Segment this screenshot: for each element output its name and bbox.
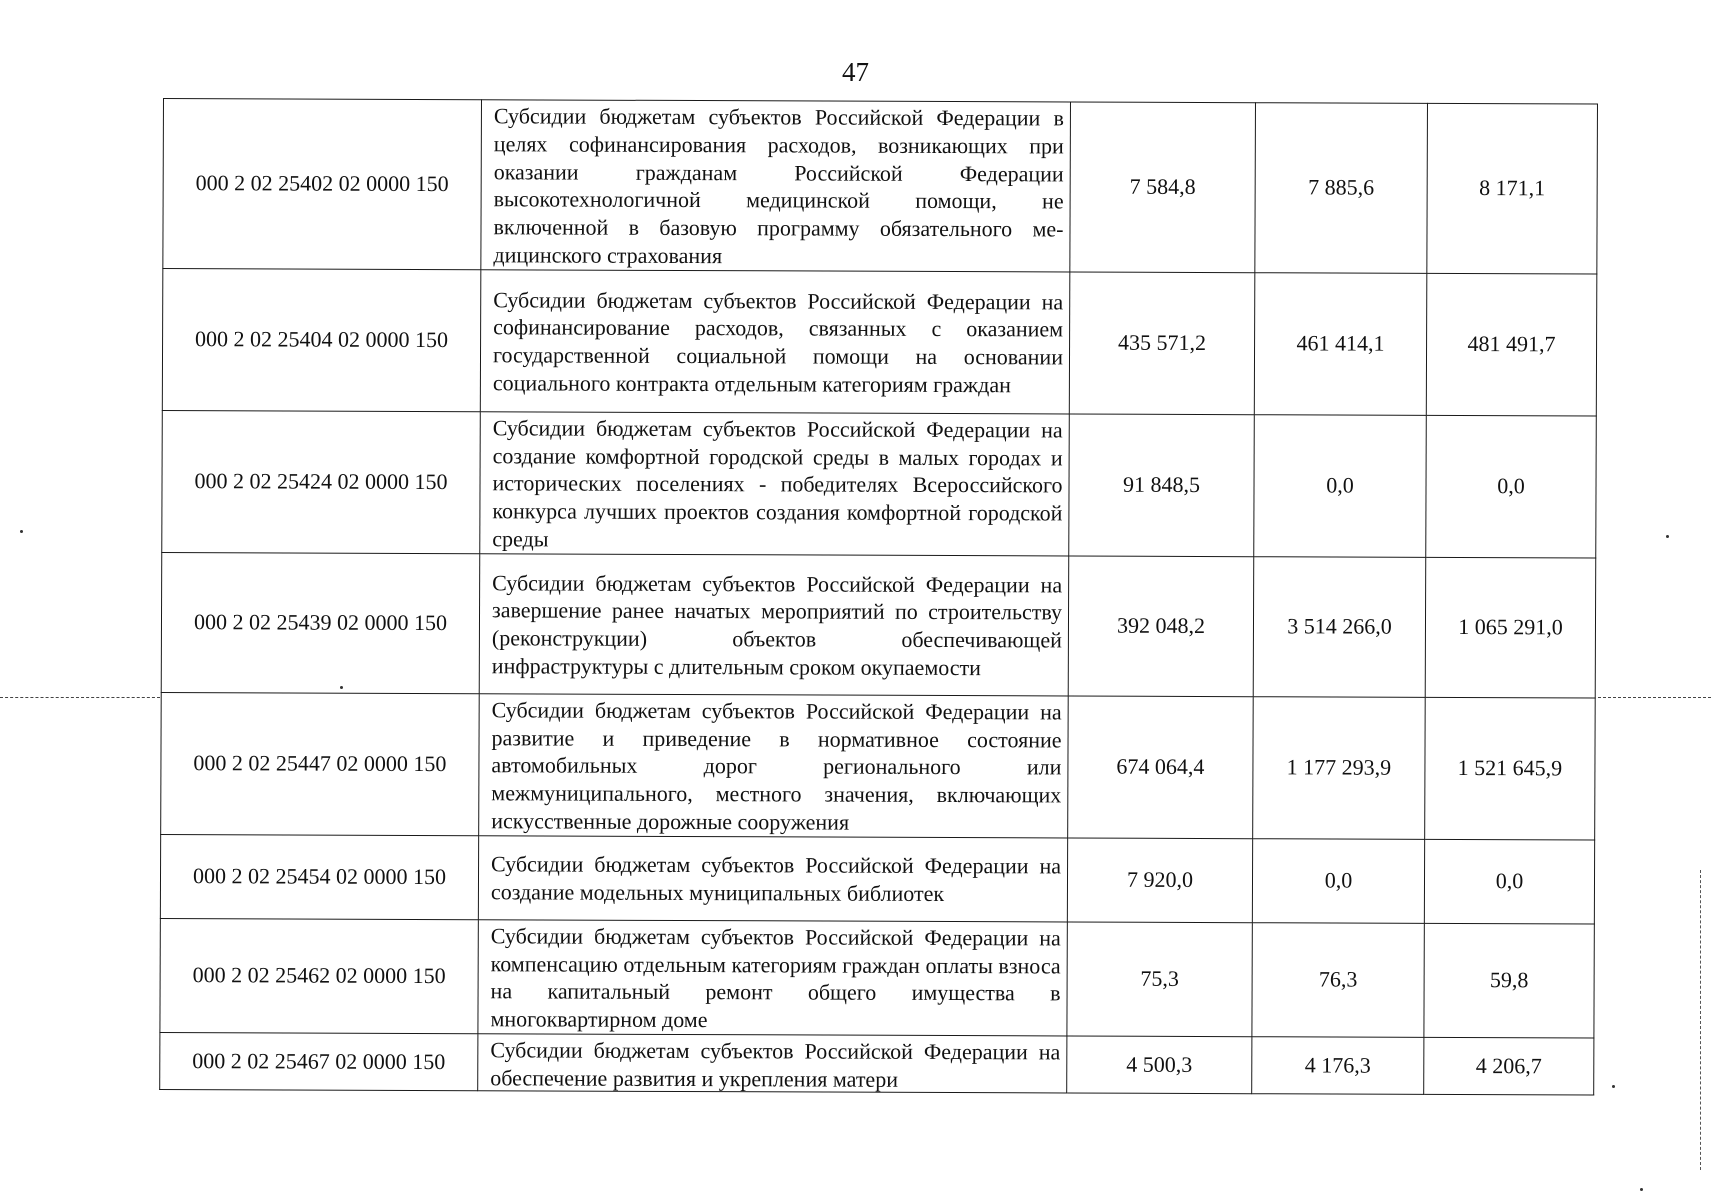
- row-description: Субсидии бюджетам субъектов Российской Федерации на обеспечение развития и укрепления матери: [490, 1037, 1061, 1092]
- amount-column-1: 7 584,8: [1070, 102, 1256, 272]
- row-description: Субсидии бюджетам субъектов Российской Федерации на завершение ранее начатых мероприятий по строительству (реконструкции) объектов обеспечивающей инфраструктуры с длительным сроком окупаемости: [479, 554, 1069, 696]
- amount-column-2: 4 176,3: [1252, 1037, 1424, 1095]
- page-number: 47: [842, 57, 869, 87]
- amount-column-2: 0,0: [1252, 838, 1424, 923]
- budget-table: [159, 98, 1598, 1095]
- table-row: [162, 410, 1597, 558]
- scan-speck: [20, 530, 23, 533]
- scan-fold-line-right: [1598, 697, 1711, 698]
- budget-code: 000 2 02 25467 02 0000 150: [160, 1032, 478, 1090]
- amount-column-2: 461 414,1: [1254, 272, 1427, 415]
- table-row: [160, 1032, 1594, 1095]
- row-description: Субсидии бюджетам субъектов Российской Федерации на создание модельных муниципальных библиотек: [478, 835, 1067, 921]
- table-row: [161, 692, 1596, 839]
- table-row: [162, 268, 1597, 416]
- scan-edge-mark: [1700, 870, 1701, 1170]
- amount-column-2: 7 885,6: [1255, 103, 1428, 273]
- table-row: [160, 834, 1594, 924]
- amount-column-1: 75,3: [1067, 922, 1252, 1037]
- amount-column-2: 0,0: [1254, 414, 1427, 557]
- amount-column-2: 76,3: [1252, 922, 1424, 1037]
- scan-speck: [1640, 1188, 1643, 1191]
- amount-column-3: 59,8: [1424, 923, 1594, 1038]
- table-row: [163, 99, 1598, 274]
- scan-fold-line-left: [0, 697, 160, 698]
- row-description: Субсидии бюджетам субъектов Российской Федерации на создание комфортной городской среды в малых городах и исторических поселениях - победителях Всероссийского конкурса лучших проектов создания комфортной городской среды: [480, 412, 1070, 556]
- amount-column-1: 435 571,2: [1069, 272, 1255, 415]
- amount-column-1: 4 500,3: [1067, 1036, 1252, 1094]
- scan-speck: [1612, 1085, 1615, 1088]
- amount-column-3: 0,0: [1426, 415, 1597, 558]
- amount-column-1: 392 048,2: [1068, 556, 1254, 697]
- budget-code: 000 2 02 25447 02 0000 150: [161, 692, 480, 835]
- amount-column-3: 1 521 645,9: [1425, 697, 1596, 840]
- row-description: Субсидии бюджетам субъектов Российской Федерации в целях софинансирования расходов, возникающих при оказании гражданам Российской Федерации высокотехнологичной медицинской помощи, не включенной в базовую программу обязательного медицинского страхования: [481, 100, 1071, 272]
- budget-code: 000 2 02 25404 02 0000 150: [162, 268, 481, 411]
- amount-column-3: 4 206,7: [1424, 1037, 1594, 1095]
- budget-code: 000 2 02 25424 02 0000 150: [162, 410, 481, 553]
- table-row: [161, 552, 1596, 698]
- row-description-cell: [478, 1034, 1067, 1093]
- amount-column-1: 91 848,5: [1069, 414, 1255, 557]
- scan-speck: [340, 686, 343, 689]
- amount-column-3: 0,0: [1424, 839, 1594, 924]
- amount-column-1: 7 920,0: [1067, 838, 1252, 923]
- amount-column-3: 1 065 291,0: [1425, 557, 1596, 698]
- row-description: Субсидии бюджетам субъектов Российской Федерации на компенсацию отдельным категориям граждан оплаты взноса на капитальный ремонт общего имущества в многоквартирном доме: [478, 919, 1067, 1035]
- budget-code: 000 2 02 25462 02 0000 150: [160, 918, 478, 1033]
- budget-code: 000 2 02 25439 02 0000 150: [161, 552, 480, 693]
- scan-speck: [1666, 535, 1669, 538]
- budget-code: 000 2 02 25402 02 0000 150: [163, 99, 482, 270]
- row-description: Субсидии бюджетам субъектов Российской Федерации на софинансирование расходов, связанных с оказанием государственной социальной помощи на основании социального контракта отдельным категориям граждан: [480, 270, 1070, 414]
- amount-column-2: 1 177 293,9: [1253, 696, 1426, 839]
- row-description: Субсидии бюджетам субъектов Российской Федерации на развитие и приведение в нормативное состояние автомобильных дорог регионального или межмуниципального, местного значения, включающих искусственные дорожные сооружения: [479, 693, 1069, 837]
- amount-column-3: 481 491,7: [1426, 273, 1597, 416]
- table-row: [160, 918, 1594, 1038]
- budget-code: 000 2 02 25454 02 0000 150: [160, 834, 478, 919]
- amount-column-3: 8 171,1: [1427, 103, 1598, 273]
- amount-column-2: 3 514 266,0: [1253, 556, 1426, 697]
- amount-column-1: 674 064,4: [1068, 696, 1254, 839]
